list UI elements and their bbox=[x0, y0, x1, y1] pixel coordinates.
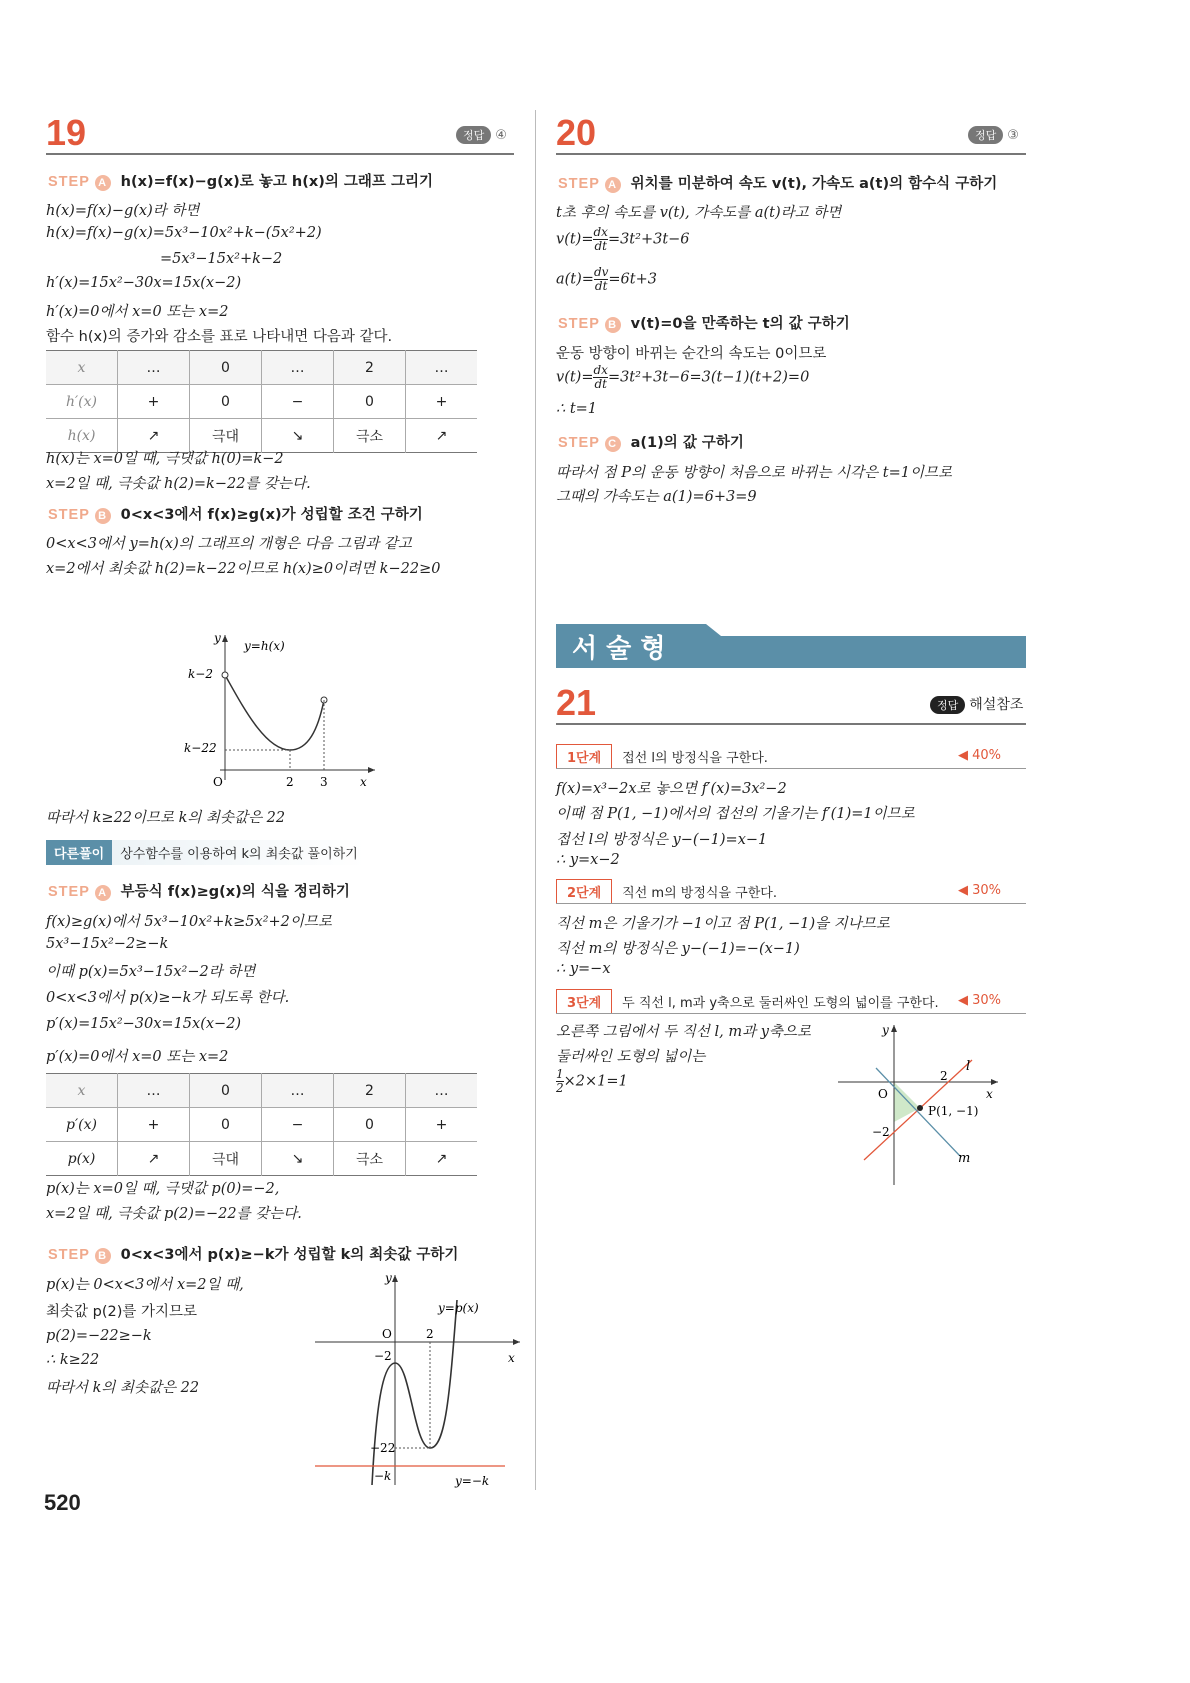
x-axis-arrow bbox=[513, 1339, 520, 1345]
step-title: 0<x<3에서 f(x)≥g(x)가 성립할 조건 구하기 bbox=[120, 507, 423, 523]
p19-line: 최솟값 p(2)를 가지므로 bbox=[46, 1304, 198, 1320]
label-minus-k: −k bbox=[374, 1469, 392, 1483]
problem-21-rule bbox=[556, 723, 1026, 725]
table-cell: + bbox=[406, 1108, 478, 1142]
p19-line: p(2)=−22≥−k bbox=[46, 1328, 152, 1344]
table-row bbox=[46, 1074, 477, 1108]
label-P: P(1, −1) bbox=[928, 1104, 979, 1118]
problem-20-answer bbox=[968, 126, 1019, 144]
p21-line: ∴ y=x−2 bbox=[556, 852, 620, 868]
step-title: 부등식 f(x)≥g(x)의 식을 정리하기 bbox=[120, 884, 350, 900]
y-axis-arrow bbox=[222, 635, 228, 642]
stage-desc: 두 직선 l, m과 y축으로 둘러싸인 도형의 넓이를 구한다. bbox=[622, 996, 939, 1011]
table-cell: h(x) bbox=[67, 427, 96, 444]
stage-rule bbox=[556, 768, 1026, 769]
p21-line: 둘러싸인 도형의 넓이는 bbox=[556, 1049, 706, 1065]
label-line: y=−k bbox=[455, 1474, 490, 1488]
p21-stage-2 bbox=[556, 879, 777, 904]
table-cell: 2 bbox=[334, 351, 406, 385]
table-cell: ↗ bbox=[118, 1142, 190, 1176]
problem-19-answer bbox=[456, 126, 507, 144]
problem-21-number: 21 bbox=[556, 682, 597, 723]
table-cell: ↘ bbox=[262, 419, 334, 453]
table-cell: x bbox=[77, 359, 86, 376]
y-axis-arrow bbox=[392, 1275, 398, 1282]
stage-percent: ◀ 40% bbox=[958, 748, 1002, 763]
step-title: h(x)=f(x)−g(x)로 놓고 h(x)의 그래프 그리기 bbox=[120, 174, 433, 190]
graph-p-x bbox=[310, 1270, 530, 1490]
tick-2: 2 bbox=[426, 1327, 434, 1341]
table-cell: + bbox=[406, 385, 478, 419]
p19-variation-table-2 bbox=[46, 1073, 477, 1176]
table-cell: ↗ bbox=[118, 419, 190, 453]
p19-line: 함수 h(x)의 증가와 감소를 표로 나타내면 다음과 같다. bbox=[46, 329, 393, 345]
answer-value: ③ bbox=[1007, 128, 1019, 143]
stage-box: 3단계 bbox=[556, 989, 612, 1014]
step-label: STEP B bbox=[558, 316, 621, 332]
table-cell: x bbox=[77, 1082, 86, 1099]
step-title: v(t)=0을 만족하는 t의 값 구하기 bbox=[630, 316, 850, 332]
curve-h bbox=[225, 675, 324, 750]
table-cell: … bbox=[262, 1074, 334, 1108]
problem-20-rule bbox=[556, 153, 1026, 155]
p20-step-c bbox=[558, 431, 744, 452]
alt-solution-bar bbox=[46, 840, 366, 865]
step-label: STEP B bbox=[48, 507, 111, 523]
tick-2: 2 bbox=[940, 1069, 948, 1083]
p20-line: ∴ t=1 bbox=[556, 401, 598, 417]
p19-line: p′(x)=0에서 x=0 또는 x=2 bbox=[46, 1049, 229, 1065]
p21-stage-1 bbox=[556, 744, 768, 769]
p19-line: h(x)=f(x)−g(x)라 하면 bbox=[46, 203, 200, 219]
label-y: y bbox=[214, 631, 221, 645]
answer-value: ④ bbox=[495, 128, 507, 143]
label-origin: O bbox=[213, 775, 223, 789]
x-axis-arrow bbox=[991, 1079, 998, 1085]
table-row bbox=[46, 1108, 477, 1142]
p21-stage-3 bbox=[556, 989, 939, 1014]
step-title: 0<x<3에서 p(x)≥−k가 성립할 k의 최솟값 구하기 bbox=[120, 1247, 459, 1263]
p19-line: 따라서 k의 최솟값은 22 bbox=[46, 1380, 200, 1396]
p19-line: =5x³−15x²+k−2 bbox=[160, 251, 283, 267]
table-cell: + bbox=[118, 1108, 190, 1142]
p21-line: f(x)=x³−2x로 놓으면 f′(x)=3x²−2 bbox=[556, 781, 787, 797]
p20-line: 따라서 점 P의 운동 방향이 처음으로 바뀌는 시각은 t=1이므로 bbox=[556, 465, 952, 481]
p21-area: $\frac{1}{2}$ ×2×1=1 bbox=[556, 1067, 628, 1095]
p20-step-a bbox=[558, 172, 997, 193]
tick-3: 3 bbox=[320, 775, 328, 789]
table-cell: ↗ bbox=[406, 1142, 478, 1176]
table-cell: − bbox=[262, 1108, 334, 1142]
p19-conclusion: 따라서 k≥22이므로 k의 최솟값은 22 bbox=[46, 810, 286, 826]
answer-value: 해설참조 bbox=[969, 697, 1024, 713]
p19-line: ∴ k≥22 bbox=[46, 1352, 100, 1368]
p19-line: 0<x<3에서 y=h(x)의 그래프의 개형은 다음 그림과 같고 bbox=[46, 536, 412, 552]
label-y: y bbox=[385, 1271, 392, 1285]
table-cell: 2 bbox=[334, 1074, 406, 1108]
alt-tag: 다른풀이 bbox=[46, 840, 112, 865]
table-cell: 0 bbox=[334, 385, 406, 419]
p19-line: x=2에서 최솟값 h(2)=k−22이므로 h(x)≥0이려면 k−22≥0 bbox=[46, 561, 441, 577]
step-label: STEP B bbox=[48, 1247, 111, 1263]
p19-line: x=2일 때, 극솟값 p(2)=−22를 갖는다. bbox=[46, 1206, 302, 1222]
table-cell: ↘ bbox=[262, 1142, 334, 1176]
point-P bbox=[917, 1105, 923, 1111]
p20-velocity: v(t)= $\frac{dx}{dt}$ =3t²+3t−6 bbox=[556, 225, 690, 253]
x-axis-arrow bbox=[368, 767, 375, 773]
y-axis-arrow bbox=[891, 1025, 897, 1032]
label-origin: O bbox=[878, 1087, 888, 1101]
p19-step-b2 bbox=[48, 1243, 458, 1264]
table-cell: 0 bbox=[190, 351, 262, 385]
table-cell: … bbox=[118, 351, 190, 385]
stage-desc: 직선 m의 방정식을 구한다. bbox=[622, 886, 777, 901]
label-l: l bbox=[966, 1059, 971, 1074]
shaded-triangle bbox=[894, 1082, 920, 1122]
p19-line: p(x)는 0<x<3에서 x=2일 때, bbox=[46, 1277, 244, 1293]
table-cell: 0 bbox=[334, 1108, 406, 1142]
stage-rule bbox=[556, 1013, 1026, 1014]
tick-2: 2 bbox=[286, 775, 294, 789]
label-y: y bbox=[882, 1023, 889, 1037]
label-curve: y=p(x) bbox=[438, 1301, 479, 1315]
p19-line: 이때 p(x)=5x³−15x²−2라 하면 bbox=[46, 964, 256, 980]
table-cell: … bbox=[406, 351, 478, 385]
label-x: x bbox=[986, 1087, 993, 1101]
table-cell: − bbox=[262, 385, 334, 419]
label-k-2: k−2 bbox=[188, 667, 213, 681]
p20-step-b bbox=[558, 312, 850, 333]
answer-tag: 정답 bbox=[968, 126, 1003, 144]
alt-text: 상수함수를 이용하여 k의 최솟값 풀이하기 bbox=[120, 847, 358, 862]
label-x: x bbox=[360, 775, 367, 789]
p19-line: h(x)는 x=0일 때, 극댓값 h(0)=k−2 bbox=[46, 451, 284, 467]
table-cell: 0 bbox=[190, 1074, 262, 1108]
problem-19-rule bbox=[46, 153, 514, 155]
section-banner bbox=[556, 624, 1026, 668]
step-title: a(1)의 값 구하기 bbox=[630, 435, 744, 451]
stage-desc: 접선 l의 방정식을 구한다. bbox=[622, 751, 768, 766]
p19-line: f(x)≥g(x)에서 5x³−10x²+k≥5x²+2이므로 bbox=[46, 914, 332, 930]
step-title: 위치를 미분하여 속도 v(t), 가속도 a(t)의 함수식 구하기 bbox=[630, 176, 998, 192]
table-cell: … bbox=[406, 1074, 478, 1108]
label-k-22: k−22 bbox=[184, 741, 217, 755]
problem-21-answer bbox=[930, 694, 1023, 714]
p19-line: h(x)=f(x)−g(x)=5x³−10x²+k−(5x²+2) bbox=[46, 225, 322, 241]
table-cell: 0 bbox=[190, 1108, 262, 1142]
step-label: STEP A bbox=[558, 176, 621, 192]
banner-title: 서 술 형 bbox=[572, 634, 666, 664]
graph-lines-l-m bbox=[836, 1020, 1016, 1190]
graph-h-x bbox=[180, 630, 380, 790]
stage-percent: ◀ 30% bbox=[958, 883, 1002, 898]
p21-line: ∴ y=−x bbox=[556, 961, 611, 977]
table-row bbox=[46, 1142, 477, 1176]
p20-acceleration: a(t)= $\frac{dv}{dt}$ =6t+3 bbox=[556, 265, 657, 293]
stage-rule bbox=[556, 903, 1026, 904]
p19-line: p′(x)=15x²−30x=15x(x−2) bbox=[46, 1016, 242, 1032]
p21-line: 직선 m은 기울기가 −1이고 점 P(1, −1)을 지나므로 bbox=[556, 916, 890, 932]
p20-line: 그때의 가속도는 a(1)=6+3=9 bbox=[556, 489, 757, 505]
table-cell: ↗ bbox=[406, 419, 478, 453]
table-cell: … bbox=[262, 351, 334, 385]
p21-line: 오른쪽 그림에서 두 직선 l, m과 y축으로 bbox=[556, 1024, 811, 1040]
page-number: 520 bbox=[44, 1490, 81, 1515]
p19-step-b bbox=[48, 503, 423, 524]
label-minus-2: −2 bbox=[374, 1349, 392, 1363]
p20-line: 운동 방향이 바뀌는 순간의 속도는 0이므로 bbox=[556, 346, 827, 362]
p19-step-a bbox=[48, 170, 433, 191]
p19-line: p(x)는 x=0일 때, 극댓값 p(0)=−2, bbox=[46, 1181, 280, 1197]
label-minus-2: −2 bbox=[872, 1125, 890, 1139]
table-row bbox=[46, 351, 477, 385]
table-cell: p(x) bbox=[67, 1150, 96, 1167]
table-row bbox=[46, 385, 477, 419]
table-cell: 극소 bbox=[334, 1142, 406, 1176]
p20-line: t초 후의 속도를 v(t), 가속도를 a(t)라고 하면 bbox=[556, 205, 842, 221]
label-x: x bbox=[508, 1351, 515, 1365]
step-label: STEP A bbox=[48, 884, 111, 900]
p19-line: h′(x)=15x²−30x=15x(x−2) bbox=[46, 275, 242, 291]
table-cell: + bbox=[118, 385, 190, 419]
problem-19-number: 19 bbox=[46, 112, 87, 153]
table-cell: 극대 bbox=[190, 419, 262, 453]
p20-velocity-zero: v(t)= $\frac{dx}{dt}$ =3t²+3t−6=3(t−1)(t+2)=0 bbox=[556, 363, 810, 391]
p19-line: 5x³−15x²−2≥−k bbox=[46, 936, 169, 952]
label-minus-22: −22 bbox=[370, 1441, 396, 1455]
answer-tag: 정답 bbox=[456, 126, 491, 144]
answer-tag: 정답 bbox=[930, 696, 965, 714]
table-cell: 극대 bbox=[190, 1142, 262, 1176]
label-curve: y=h(x) bbox=[244, 639, 285, 653]
p21-line: 직선 m의 방정식은 y−(−1)=−(x−1) bbox=[556, 941, 800, 957]
stage-percent: ◀ 30% bbox=[958, 993, 1002, 1008]
p21-line: 접선 l의 방정식은 y−(−1)=x−1 bbox=[556, 832, 768, 848]
table-cell: 극소 bbox=[334, 419, 406, 453]
table-cell: … bbox=[118, 1074, 190, 1108]
p19-line: h′(x)=0에서 x=0 또는 x=2 bbox=[46, 304, 229, 320]
open-endpoint bbox=[222, 672, 228, 678]
problem-20-number: 20 bbox=[556, 112, 597, 153]
table-cell: h′(x) bbox=[65, 393, 97, 410]
step-label: STEP A bbox=[48, 174, 111, 190]
table-cell: 0 bbox=[190, 385, 262, 419]
p21-line: 이때 점 P(1, −1)에서의 접선의 기울기는 f′(1)=1이므로 bbox=[556, 806, 915, 822]
stage-box: 1단계 bbox=[556, 744, 612, 769]
p19-step-a2 bbox=[48, 880, 350, 901]
label-origin: O bbox=[382, 1327, 392, 1341]
p19-line: x=2일 때, 극솟값 h(2)=k−22를 갖는다. bbox=[46, 476, 311, 492]
step-label: STEP C bbox=[558, 435, 621, 451]
p19-variation-table-1 bbox=[46, 350, 477, 453]
stage-box: 2단계 bbox=[556, 879, 612, 904]
p19-line: 0<x<3에서 p(x)≥−k가 되도록 한다. bbox=[46, 990, 290, 1006]
label-m: m bbox=[958, 1151, 971, 1166]
column-divider bbox=[535, 110, 536, 1490]
table-cell: p′(x) bbox=[66, 1116, 97, 1133]
